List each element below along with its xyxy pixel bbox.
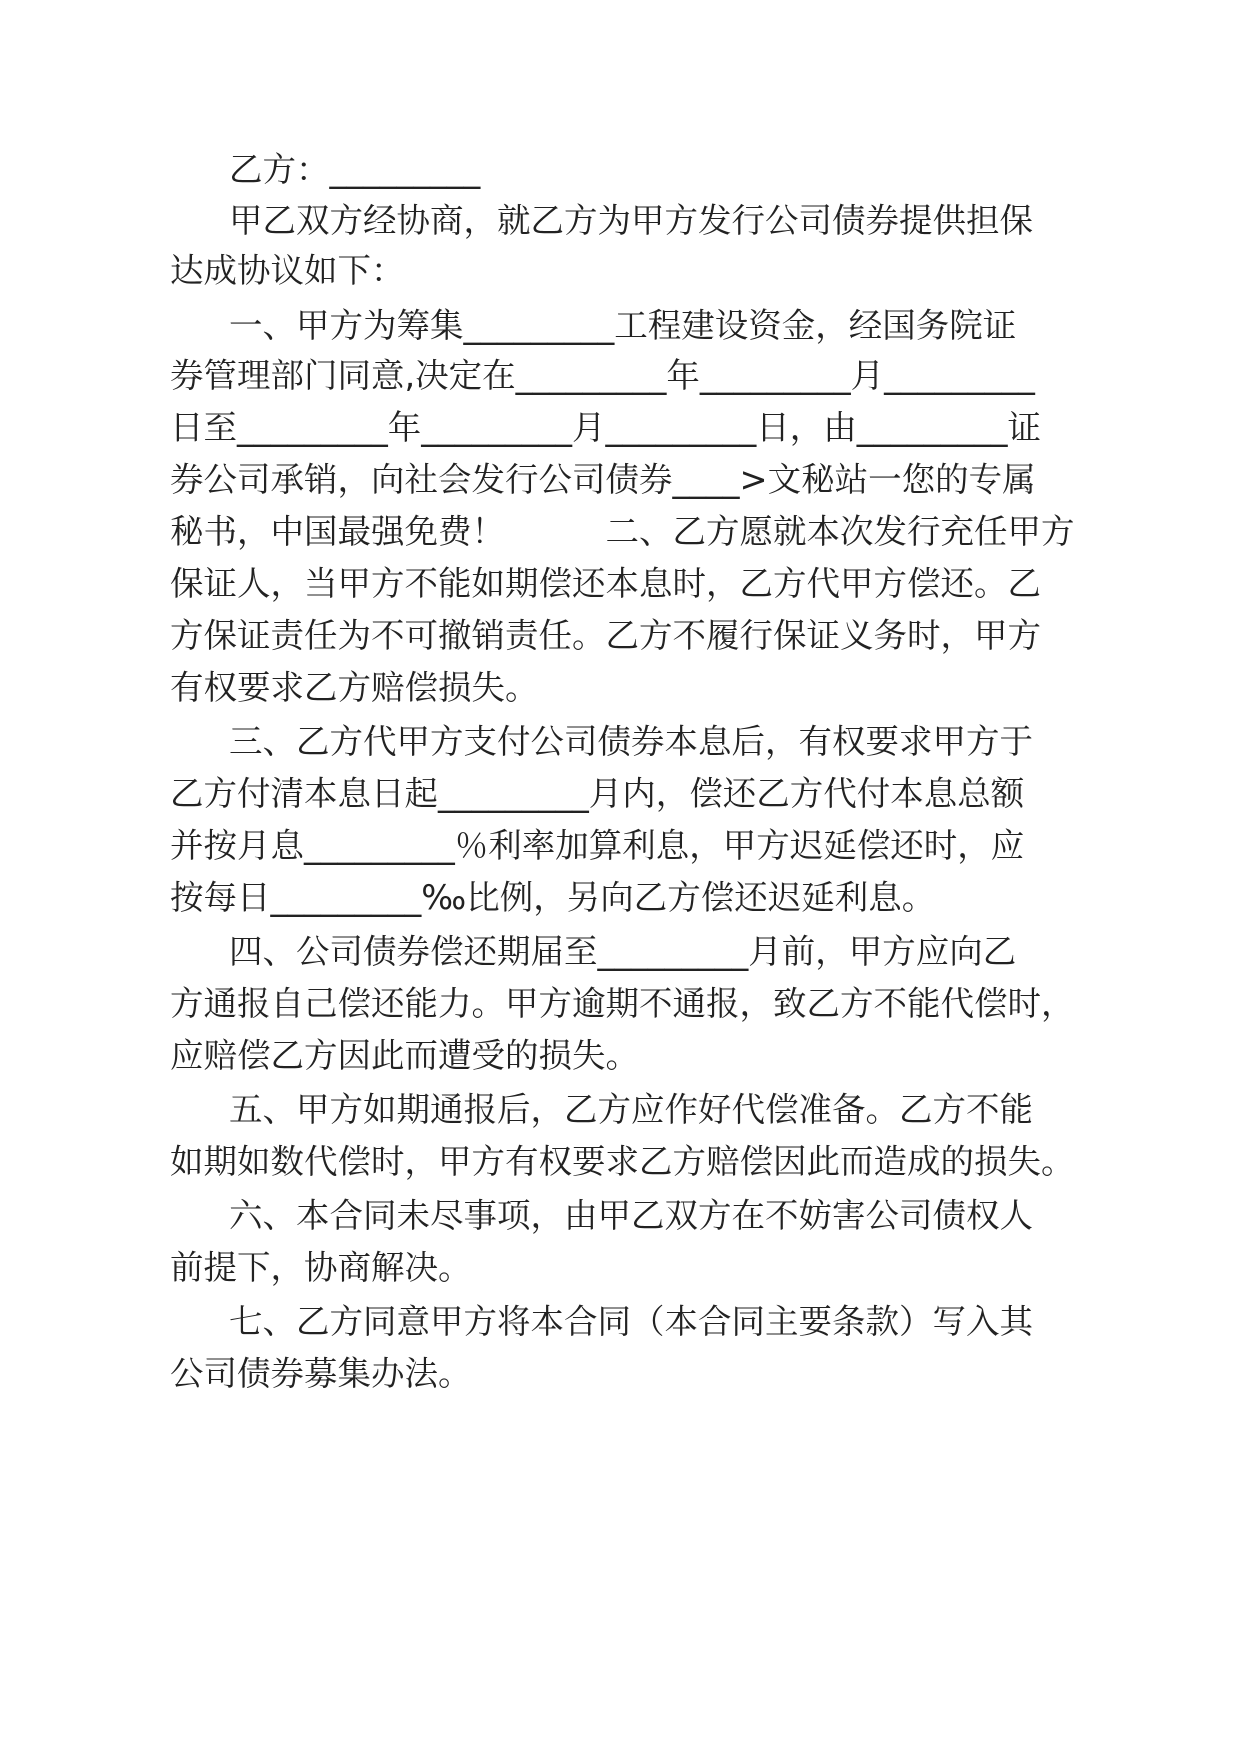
text-line: 日至_________年_________月_________日，由_________证 — [170, 408, 1041, 447]
text-line: 公司债券募集办法。 — [170, 1354, 472, 1393]
text-line: 甲乙双方经协商，就乙方为甲方发行公司债券提供担保 — [229, 201, 1033, 240]
text-line: 五、甲方如期通报后，乙方应作好代偿准备。乙方不能 — [229, 1090, 1033, 1129]
text-line: 按每日_________‰比例，另向乙方偿还迟延利息。 — [170, 878, 936, 917]
text-line: 如期如数代偿时，甲方有权要求乙方赔偿因此而造成的损失。 — [170, 1142, 1075, 1181]
text-line: 乙方：_________ — [229, 150, 481, 189]
text-line: 六、本合同未尽事项，由甲乙双方在不妨害公司债权人 — [229, 1196, 1033, 1235]
text-line: 乙方付清本息日起_________月内，偿还乙方代付本息总额 — [170, 774, 1025, 813]
text-line: 券管理部门同意,决定在_________年_________月_________ — [170, 356, 1035, 395]
text-line: 一、甲方为筹集_________工程建设资金，经国务院证 — [229, 306, 1017, 345]
text-line: 前提下，协商解决。 — [170, 1248, 472, 1287]
text-line: 应赔偿乙方因此而遭受的损失。 — [170, 1036, 639, 1075]
text-line: 方保证责任为不可撤销责任。乙方不履行保证义务时，甲方 — [170, 616, 1041, 655]
text-line: 并按月息_________％利率加算利息，甲方迟延偿还时，应 — [170, 826, 1025, 865]
text-line: 保证人，当甲方不能如期偿还本息时，乙方代甲方偿还。乙 — [170, 564, 1041, 603]
text-line: 四、公司债券偿还期届至_________月前，甲方应向乙 — [229, 932, 1017, 971]
text-line: 达成协议如下： — [170, 251, 405, 290]
text-line: 方通报自己偿还能力。甲方逾期不通报，致乙方不能代偿时， — [170, 984, 1075, 1023]
text-line: 秘书，中国最强免费！ 二、乙方愿就本次发行充任甲方 — [170, 512, 1075, 551]
text-line: 七、乙方同意甲方将本合同（本合同主要条款）写入其 — [229, 1302, 1033, 1341]
text-line: 有权要求乙方赔偿损失。 — [170, 668, 539, 707]
text-line: 券公司承销，向社会发行公司债券____>文秘站一您的专属 — [170, 460, 1036, 499]
text-line: 三、乙方代甲方支付公司债券本息后，有权要求甲方于 — [229, 722, 1033, 761]
